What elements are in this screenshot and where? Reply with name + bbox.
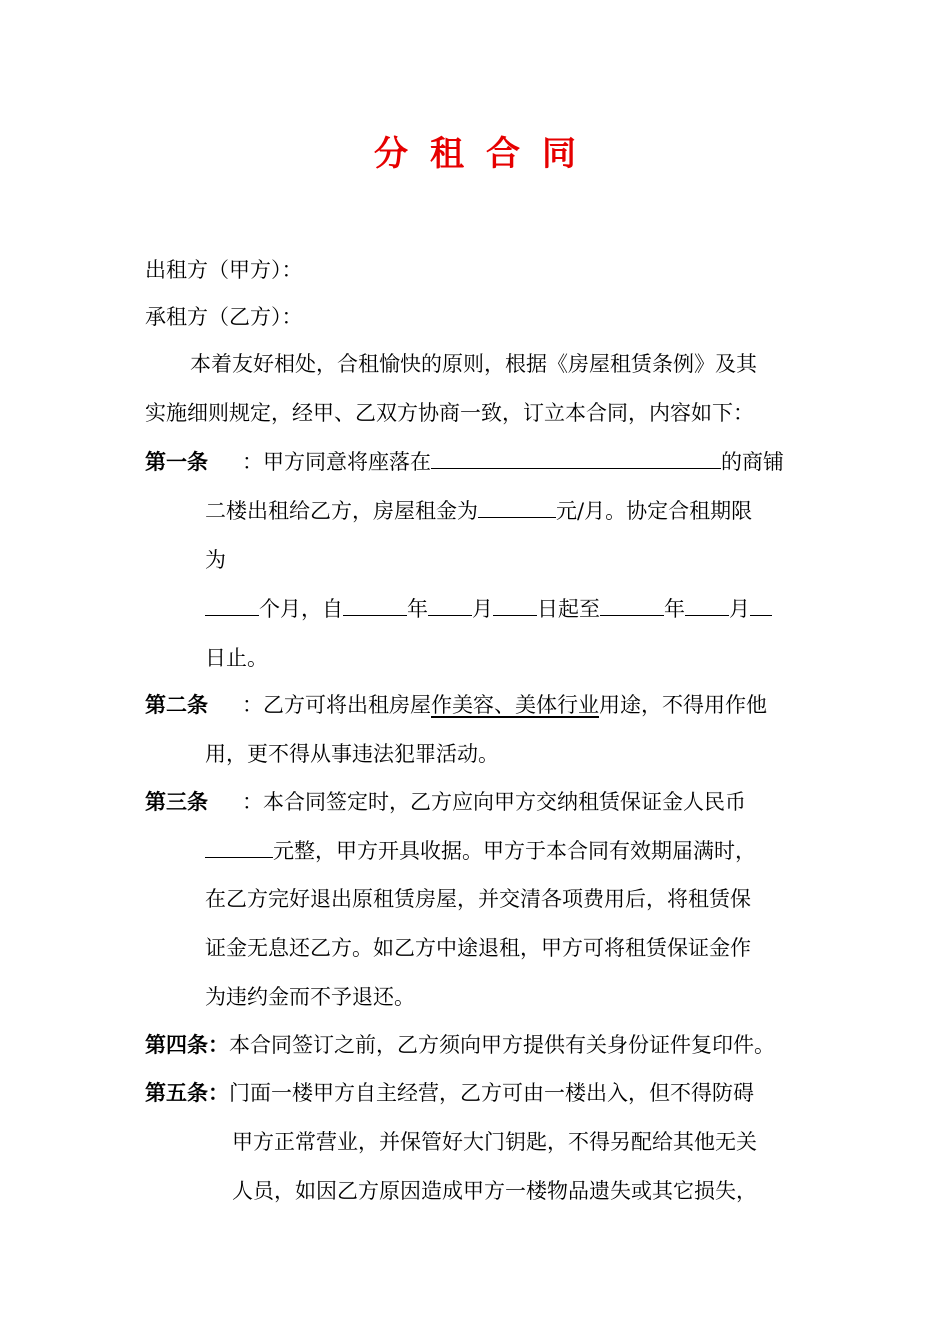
start-month-blank[interactable] <box>428 595 472 616</box>
article-5-label: 第五条： <box>145 1080 229 1105</box>
article-2-label: 第二条 <box>145 692 208 717</box>
location-blank[interactable] <box>431 448 721 469</box>
article-1-line-2 <box>205 496 752 526</box>
article-3-label: 第三条 <box>145 789 208 814</box>
deposit-blank[interactable] <box>205 837 273 858</box>
article-5-line-2: 甲方正常营业，并保管好大门钥匙，不得另配给其他无关 <box>232 1130 757 1154</box>
article-2-line-2: 用，更不得从事违法犯罪活动。 <box>205 742 499 766</box>
article-1-line-4 <box>205 594 772 624</box>
article-1-text: 个月，自 <box>259 597 343 621</box>
article-1-text: 月 <box>472 597 493 621</box>
article-5-line-3: 人员，如因乙方原因造成甲方一楼物品遗失或其它损失， <box>232 1179 757 1203</box>
party-b-label: 承租方（乙方）： <box>145 305 303 329</box>
article-1-text: 二楼出租给乙方，房屋租金为 <box>205 499 478 523</box>
preamble-line-1: 本着友好相处，合租愉快的原则，根据《房屋租赁条例》及其 <box>190 352 757 376</box>
article-1-text: 年 <box>664 597 685 621</box>
article-3-line-5: 为违约金而不予退还。 <box>205 985 415 1009</box>
preamble-line-2: 实施细则规定，经甲、乙双方协商一致，订立本合同，内容如下： <box>145 401 754 425</box>
article-1-text: 日起至 <box>537 597 600 621</box>
start-day-blank[interactable] <box>493 595 537 616</box>
article-3-line-3: 在乙方完好退出原租赁房屋，并交清各项费用后，将租赁保 <box>205 887 751 911</box>
article-2-colon: ： <box>242 693 263 717</box>
article-2-text: 用途，不得用作他 <box>599 693 767 717</box>
article-1-line-3: 为 <box>205 548 226 572</box>
months-blank[interactable] <box>205 595 259 616</box>
article-1-colon: ： <box>242 450 263 474</box>
article-1-text: 月 <box>729 597 750 621</box>
article-4-label: 第四条： <box>145 1032 229 1057</box>
article-3-line-4: 证金无息还乙方。如乙方中途退租，甲方可将租赁保证金作 <box>205 936 751 960</box>
start-year-blank[interactable] <box>343 595 407 616</box>
article-2-text: 乙方可将出租房屋 <box>263 693 431 717</box>
article-1-text: 元/月。协定合租期限 <box>556 499 753 523</box>
article-1-text: 年 <box>407 597 428 621</box>
end-year-blank[interactable] <box>600 595 664 616</box>
article-4-line-1 <box>145 1030 775 1060</box>
article-3-colon: ： <box>242 790 263 814</box>
article-3-text: 本合同签定时，乙方应向甲方交纳租赁保证金人民币 <box>263 790 746 814</box>
article-5-line-1 <box>145 1078 754 1108</box>
article-3-line-1 <box>145 787 746 817</box>
article-2-underlined-use: 作美容、美体行业 <box>431 693 599 717</box>
article-1-line-1 <box>145 447 784 477</box>
document-title: 分租合同 <box>374 134 598 174</box>
end-month-blank[interactable] <box>685 595 729 616</box>
article-1-text: 甲方同意将座落在 <box>263 450 431 474</box>
rent-blank[interactable] <box>478 497 556 518</box>
article-5-text: 门面一楼甲方自主经营，乙方可由一楼出入，但不得防碍 <box>229 1081 754 1105</box>
end-day-blank[interactable] <box>750 595 772 616</box>
article-3-text: 元整，甲方开具收据。甲方于本合同有效期届满时， <box>273 839 756 863</box>
article-1-label: 第一条 <box>145 449 208 474</box>
article-1-line-5: 日止。 <box>205 646 268 670</box>
party-a-label: 出租方（甲方）： <box>145 258 303 282</box>
article-3-line-2 <box>205 836 756 866</box>
article-4-text: 本合同签订之前，乙方须向甲方提供有关身份证件复印件。 <box>229 1033 775 1057</box>
article-2-line-1 <box>145 690 767 720</box>
article-1-text: 的商铺 <box>721 450 784 474</box>
